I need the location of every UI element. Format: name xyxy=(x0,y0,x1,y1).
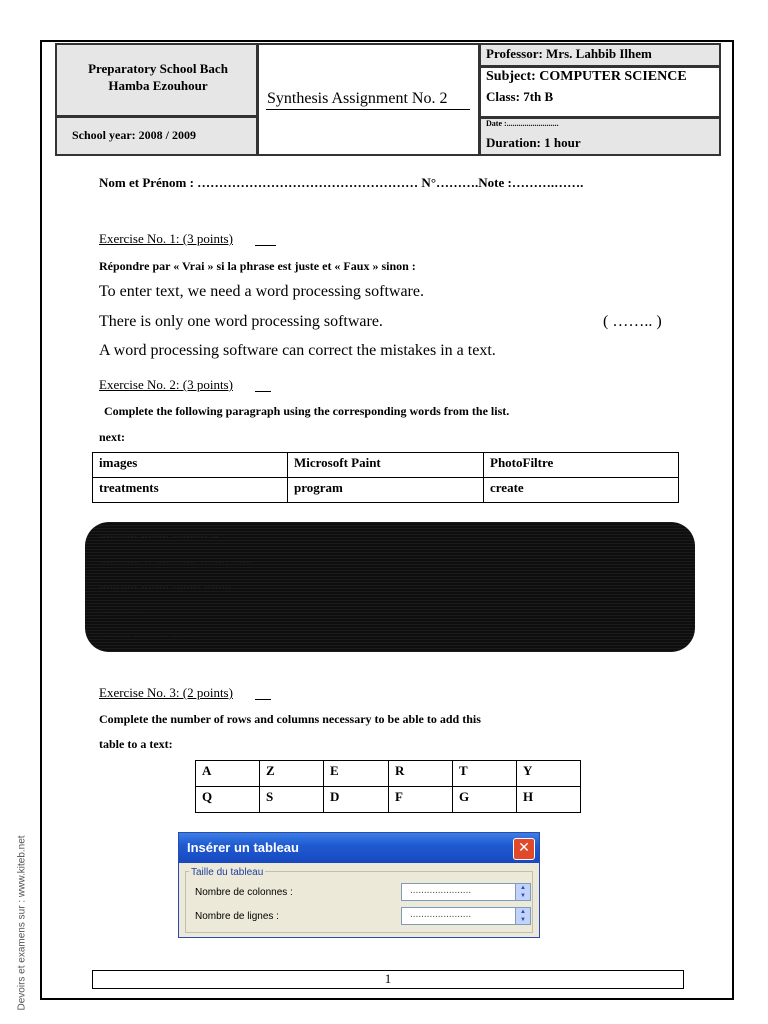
school-year: School year: 2008 / 2009 xyxy=(72,128,196,142)
exercise1-instruction: Répondre par « Vrai » si la phrase est juste et « Faux » sinon : xyxy=(99,259,416,273)
redacted-line: ......... .......... ........ xyxy=(99,626,201,641)
letter-cell: A xyxy=(195,760,260,787)
exercise2-instruction: Complete the following paragraph using the corresponding words from the list. xyxy=(104,404,510,418)
redacted-paragraph-panel xyxy=(85,522,695,652)
letter-cell: S xyxy=(259,786,324,813)
table-size-label: Taille du tableau xyxy=(191,867,264,878)
exercise2-instruction-next: next: xyxy=(99,430,125,444)
columns-label: Nombre de colonnes : xyxy=(195,887,293,898)
side-note: Devoirs et examens sur : www.kiteb.net xyxy=(16,835,28,1011)
letter-cell: Q xyxy=(195,786,260,813)
letter-cell: Z xyxy=(259,760,324,787)
columns-value: ...................... xyxy=(410,885,472,896)
word-cell: PhotoFiltre xyxy=(483,452,679,478)
spinner-icon[interactable]: ▲ ▼ xyxy=(515,884,530,900)
letter-cell: F xyxy=(388,786,453,813)
letter-cell: G xyxy=(452,786,517,813)
letter-cell: H xyxy=(516,786,581,813)
page-number: 1 xyxy=(384,971,392,986)
word-cell: treatments xyxy=(92,477,288,503)
subject: Subject: COMPUTER SCIENCE xyxy=(486,69,687,84)
class: Class: 7th B xyxy=(486,89,554,104)
redacted-line: ........... ........ .......... .. xyxy=(99,526,218,541)
student-name-line: Nom et Prénom : …………………………………………… N°……….Note :……….……. xyxy=(99,175,584,190)
letter-cell: R xyxy=(388,760,453,787)
duration: Duration: 1 hour xyxy=(486,135,581,150)
columns-input[interactable] xyxy=(401,883,531,901)
exercise3-instruction: Complete the number of rows and columns necessary to be able to add this xyxy=(99,712,481,726)
close-icon[interactable]: ✕ xyxy=(513,838,535,860)
redacted-line: ............. xyxy=(99,602,145,617)
word-cell: images xyxy=(92,452,288,478)
professor-name: Professor: Mrs. Lahbib Ilhem xyxy=(486,46,652,61)
exercise3-title: Exercise No. 3: (2 points) xyxy=(99,685,233,700)
date: Date :.......................... xyxy=(486,119,559,128)
school-name: Preparatory School Bach Hamba Ezouhour xyxy=(88,61,228,93)
exercise1-title-rule xyxy=(255,245,276,246)
word-cell: program xyxy=(287,477,484,503)
insert-table-dialog xyxy=(178,832,540,938)
exercise1-statement-3: A word processing software can correct the mistakes in a text. xyxy=(99,342,496,359)
letter-cell: T xyxy=(452,760,517,787)
letter-cell: E xyxy=(323,760,389,787)
rows-label: Nombre de lignes : xyxy=(195,911,279,922)
exercise2-title-rule xyxy=(255,391,271,392)
redacted-line: ........... ........ ........ ........ xyxy=(99,577,232,592)
exercise1-answer-blank: ( …….. ) xyxy=(603,313,662,330)
letter-cell: D xyxy=(323,786,389,813)
word-cell: Microsoft Paint xyxy=(287,452,484,478)
spinner-icon[interactable]: ▲ ▼ xyxy=(515,908,530,924)
assignment-title: Synthesis Assignment No. 2 xyxy=(267,90,448,107)
exercise1-title: Exercise No. 1: (3 points) xyxy=(99,231,233,246)
rows-value: ...................... xyxy=(410,909,472,920)
exercise3-instruction-cont: table to a text: xyxy=(99,737,173,751)
rows-input[interactable] xyxy=(401,907,531,925)
letter-cell: Y xyxy=(516,760,581,787)
exercise3-title-rule xyxy=(255,699,271,700)
word-cell: create xyxy=(483,477,679,503)
redacted-line: ............ .. ............ ........ ...... xyxy=(99,552,253,567)
exercise1-statement-1: To enter text, we need a word processing software. xyxy=(99,283,424,300)
exercise2-title: Exercise No. 2: (3 points) xyxy=(99,377,233,392)
assignment-underline xyxy=(266,109,470,110)
exercise1-statement-2: There is only one word processing software. xyxy=(99,313,383,330)
dialog-title: Insérer un tableau xyxy=(179,833,539,863)
